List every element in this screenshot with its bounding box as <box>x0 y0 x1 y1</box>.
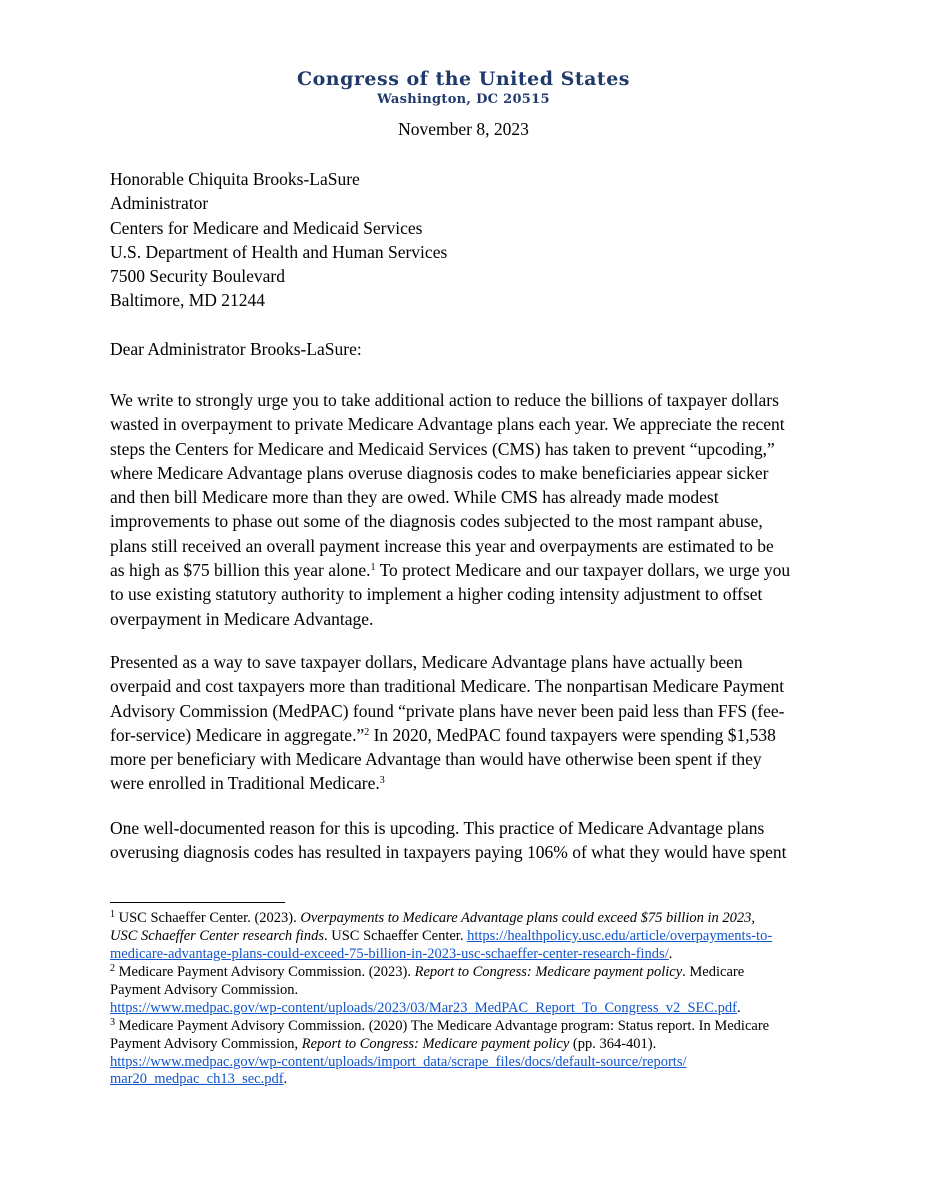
recipient-line: Centers for Medicare and Medicaid Services <box>110 217 423 238</box>
footnote-line <box>110 910 822 928</box>
footnote-title: Overpayments to Medicare Advantage plans could exceed $75 billion in 2023, <box>300 910 756 926</box>
paragraph-line: more per beneficiary with Medicare Advantage than would have otherwise been spent if they <box>110 749 762 770</box>
footnote-number: 3 <box>110 1017 115 1028</box>
paragraph-text: To protect Medicare and our taxpayer dollars, we urge you <box>375 560 791 581</box>
paragraph-line: One well-documented reason for this is upcoding. This practice of Medicare Advantage plans <box>110 818 765 838</box>
paragraph-line <box>110 723 822 747</box>
footnote-number: 1 <box>110 909 115 920</box>
paragraph-text: for-service) Medicare in aggregate.” <box>110 724 365 745</box>
letter-date: November 8, 2023 <box>398 119 529 139</box>
paragraph-line: Presented as a way to save taxpayer dollars, Medicare Advantage plans have actually been <box>110 652 743 672</box>
recipient-line: Honorable Chiquita Brooks-LaSure <box>110 169 360 189</box>
paragraph-line: where Medicare Advantage plans overuse diagnosis codes to make beneficiaries appear sicker <box>110 462 769 483</box>
paragraph-line <box>110 558 822 582</box>
footnote-line <box>110 928 822 946</box>
footnote-text: . <box>668 945 673 962</box>
footnote-text: . <box>283 1071 288 1088</box>
footnote-title: Report to Congress: Medicare payment policy <box>414 964 683 980</box>
footnote-line <box>110 1000 822 1018</box>
paragraph-text: were enrolled in Traditional Medicare. <box>110 773 380 794</box>
paragraph-line: to use existing statutory authority to implement a higher coding intensity adjustment to offset <box>110 584 763 605</box>
footnote-text: . <box>737 999 741 1016</box>
paragraph-text: as high as $75 billion this year alone. <box>110 560 371 581</box>
paragraph-line: plans still received an overall payment increase this year and overpayments are estimated to be <box>110 535 774 556</box>
paragraph-text: In 2020, MedPAC found taxpayers were spending $1,538 <box>369 724 776 745</box>
paragraph-line: improvements to phase out some of the diagnosis codes subjected to the most rampant abuse, <box>110 511 763 532</box>
footnote-text: (pp. 364-401). <box>569 1035 657 1052</box>
footnote-text: USC Schaeffer Center. (2023). <box>115 910 301 926</box>
paragraph-line: overusing diagnosis codes has resulted in taxpayers paying 106% of what they would have spent <box>110 842 787 863</box>
footnote-divider <box>110 902 285 903</box>
footnote-ref-3[interactable]: 3 <box>379 775 385 787</box>
footnote-text: Payment Advisory Commission, <box>110 1035 302 1052</box>
paragraph-line: and then bill Medicare more than they are owed. While CMS has already made modest <box>110 487 719 508</box>
salutation: Dear Administrator Brooks-LaSure: <box>110 339 362 359</box>
footnote-link[interactable]: https://www.medpac.gov/wp-content/uploads/2023/03/Mar23_MedPAC_Report_To_Congress_v2_SEC.pdf <box>110 999 738 1016</box>
footnote-line <box>110 1018 822 1036</box>
paragraph-line <box>110 771 822 795</box>
footnote-text: Medicare Payment Advisory Commission. (2023). <box>115 964 415 980</box>
footnote-ref-1[interactable]: 1 <box>370 562 376 574</box>
footnote-title: Report to Congress: Medicare payment policy <box>301 1035 570 1052</box>
footnote-link[interactable]: https://www.medpac.gov/wp-content/uploads/import_data/scrape_files/docs/default-source/reports/ <box>110 1053 687 1070</box>
recipient-line: Administrator <box>110 193 209 214</box>
paragraph-line: overpayment in Medicare Advantage. <box>110 608 374 629</box>
footnote-text: Medicare Payment Advisory Commission. (2020) The Medicare Advantage program: Status report. In Medicare <box>115 1018 770 1034</box>
footnote-1 <box>110 910 822 963</box>
footnote-ref-2[interactable]: 2 <box>364 726 370 738</box>
footnote-line <box>110 1054 822 1072</box>
paragraph-line: Advisory Commission (MedPAC) found “private plans have never been paid less than FFS (fee- <box>110 700 785 721</box>
body-paragraph-2 <box>110 650 822 796</box>
recipient-line: Baltimore, MD 21244 <box>110 290 266 311</box>
footnote-3 <box>110 1018 822 1089</box>
footnote-line <box>110 946 822 964</box>
recipient-line: U.S. Department of Health and Human Services <box>110 241 448 262</box>
footnote-line <box>110 1071 822 1089</box>
letterhead-subtitle: Washington, DC 20515 <box>377 92 550 107</box>
footnote-link[interactable]: medicare-advantage-plans-could-exceed-75-billion-in-2023-usc-schaeffer-center-research-finds/ <box>110 945 669 962</box>
body-paragraph-3 <box>110 816 822 865</box>
footnote-2 <box>110 964 822 1017</box>
footnote-link[interactable]: mar20_medpac_ch13_sec.pdf <box>110 1071 284 1088</box>
recipient-line: 7500 Security Boulevard <box>110 266 285 287</box>
paragraph-line: steps the Centers for Medicare and Medicaid Services (CMS) has taken to prevent “upcoding,” <box>110 438 775 459</box>
footnote-text: . Medicare <box>682 964 745 980</box>
paragraph-line: wasted in overpayment to private Medicare Advantage plans each year. We appreciate the recent <box>110 414 785 435</box>
paragraph-line: overpaid and cost taxpayers more than traditional Medicare. The nonpartisan Medicare Payment <box>110 676 785 697</box>
footnote-line <box>110 964 822 982</box>
footnote-text: Payment Advisory Commission. <box>110 981 299 998</box>
letterhead-title: Congress of the United States <box>297 68 630 90</box>
footnote-link[interactable]: https://healthpolicy.usc.edu/article/overpayments-to- <box>467 927 773 944</box>
footnote-text: . USC Schaeffer Center. <box>323 927 468 944</box>
footnote-number: 2 <box>110 963 115 974</box>
footnote-title: USC Schaeffer Center research finds <box>110 927 324 944</box>
paragraph-line: We write to strongly urge you to take additional action to reduce the billions of taxpayer dollars <box>110 390 779 410</box>
body-paragraph-1 <box>110 388 822 631</box>
footnote-line <box>110 1036 822 1054</box>
recipient-address <box>110 167 447 313</box>
